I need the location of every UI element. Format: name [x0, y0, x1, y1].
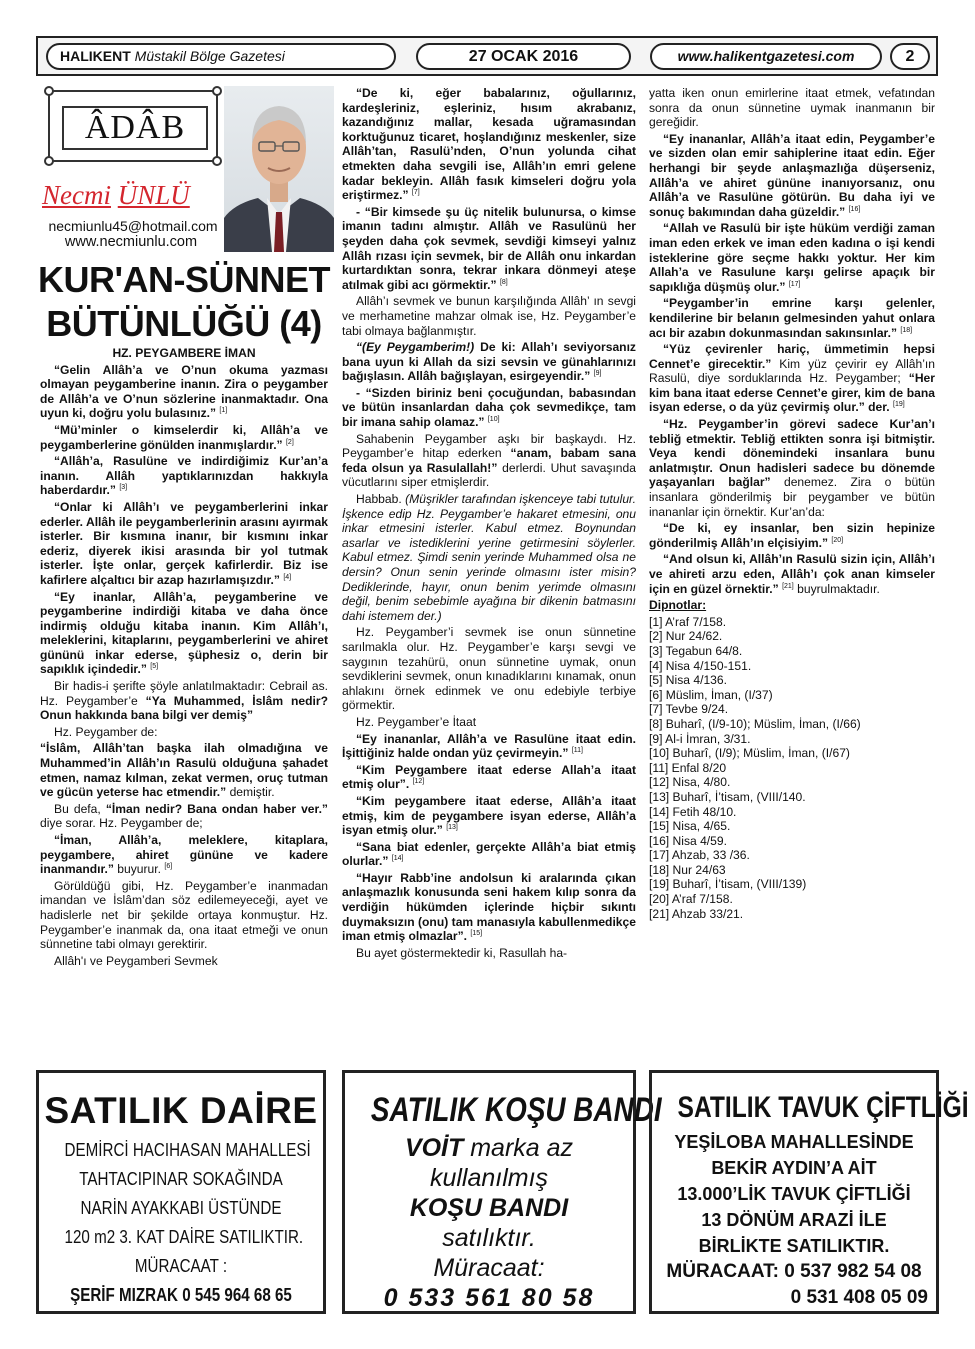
footnote-ref: [12]: [412, 778, 425, 786]
footnote-item: [19] Buharî, İ’tisam, (VIII/139): [649, 877, 807, 892]
text-run: yatta iken onun emirlerine itaat etmek, vefatından sonra da onun sünnetine uymak inanmanın bir gereğidir.: [649, 86, 935, 130]
footnote-ref: [15]: [470, 930, 483, 938]
text-run: “Sana biat edenler, gerçekte Allâh’a biat etmiş olurlar.”: [342, 839, 636, 869]
section-scroll-banner: [48, 90, 218, 162]
text-run: Hz. Peygamber de:: [54, 724, 158, 739]
ad-line: 13 DÖNÜM ARAZİ İLE: [701, 1210, 887, 1230]
ad-apartment-for-sale: [36, 1070, 326, 1314]
paragraph: [40, 423, 328, 452]
footnote-ref: [10]: [487, 416, 500, 424]
issue-date: 27 OCAK 2016: [416, 43, 631, 70]
paragraph: [342, 386, 636, 430]
text-run: Bir hadis-i şerifte şöyle anlatılmaktadır: Cebrail as. Hz. Peygamber’e: [40, 679, 328, 708]
footnote-item: [13] Buharî, İ’tisam, (VIII/140.: [649, 789, 806, 804]
footnote-item: [9] Al-i İmran, 3/31.: [649, 731, 751, 746]
footnote-item: [14] Fetih 48/10.: [649, 804, 737, 819]
text-run: “Peygamber’in emrine karşı gelenler, kendilerine bir belanın gelmesinden yahut onlara acı bir azabın dokunmasından sakınsınlar.”: [649, 296, 935, 340]
paragraph: [649, 521, 935, 550]
ad-headline: SATILIK KOŞU BANDI: [370, 1091, 662, 1129]
text-run: Allâh'ı ve Peygamberi Sevmek: [54, 953, 218, 968]
ad-line: [345, 1133, 633, 1163]
ad-headline: SATILIK TAVUK ÇİFTLİĞİ: [677, 1091, 969, 1124]
text-run: “İman, Allâh’a, meleklere, kitaplara, peygambere, ahiret gününe ve kadere inanmandır.”: [40, 833, 328, 877]
footnotes-list: [649, 615, 935, 921]
footnote-item: [10] Buharî, (I/9); Müslim, İman, (I/67): [649, 746, 850, 761]
footnote-ref: [21]: [782, 582, 794, 590]
paragraph: [40, 741, 328, 799]
page-header: [36, 36, 938, 76]
paragraph: [342, 794, 636, 838]
paragraph: [649, 132, 935, 220]
footnote-ref: [17]: [788, 280, 801, 288]
text-run: - “Sizden biriniz beni çocuğundan, babasından ve bütün insanlardan daha çok sevmedikçe, tam bir imana sahip olamaz.”: [342, 385, 636, 430]
subheading: HZ. PEYGAMBERE İMAN: [112, 346, 256, 360]
footnote-item: [12] Nisa, 4/80.: [649, 775, 731, 790]
website-link[interactable]: www.halikentgazetesi.com: [650, 43, 882, 70]
ad-line: BEKİR AYDIN’A AİT: [711, 1158, 877, 1178]
text-run: “Mü’minler o kimselerdir ki, Allâh’a ve peygamberlerine gönülden inanmışlardır.”: [40, 422, 328, 452]
text-run: Kim yüz çevirir ey Allâh’ın Rasulü, diye sorduklarında Hz. Peygamber;: [649, 356, 935, 386]
paper-name-rest: Müstakil Bölge Gazetesi: [134, 48, 285, 64]
footnote-item: [8] Buharî, (I/9-10); Müslim, İman, (I/66): [649, 716, 861, 731]
footnote-ref: [1]: [219, 407, 228, 415]
text-run: Bu defa,: [54, 801, 101, 816]
paragraph: [649, 86, 935, 130]
text-run: Habbab.: [356, 492, 402, 507]
footnote-item: [2] Nur 24/62.: [649, 629, 723, 644]
paragraph: [40, 725, 328, 740]
text-run: “And olsun ki, Allâh’ın Rasulü sizin için, Allâh’ı ve ahireti arzu eden, Allâh’ı çok anan kimseler için en güzel örnektir.”: [649, 552, 935, 596]
text-run: “Hayır Rabb’ine andolsun ki aralarında çıkan anlaşmazlık konusunda seni hakem kılıp sonra da verdiğin hükümden içlerinde hiçbir sıkıntı duymaksızın (onu) tam manasıyla kabullenmedikçe iman etmiş olmazlar”.: [342, 870, 636, 944]
text-run: “Kim Peygambere itaat ederse Allah’a itaat etmiş olur”.: [342, 762, 636, 792]
text-run: “(Ey Peygamberim!): [356, 340, 475, 355]
paragraph: [40, 363, 328, 421]
text-run: “Hz. Peygamber’in görevi sadece Kur’an’ı tebliğ etmektir. Tebliğ ettikten sonra işi bitmiştir. Veya kendi dönemindeki insanlara bunu anlatmıştır. Onun hadisleri sadece bu dönemde yaşayanları bağlar”: [649, 417, 935, 490]
ad-line: satılıktır.: [442, 1224, 536, 1252]
footnote-item: [15] Nisa, 4/65.: [649, 819, 731, 834]
footnote-ref: [8]: [499, 278, 508, 286]
footnote-ref: [13]: [446, 824, 458, 832]
paragraph: [342, 715, 636, 730]
scroll-curl-icon: [44, 156, 54, 166]
paragraph: [342, 492, 636, 623]
paragraph: [342, 86, 636, 203]
ad-line: TAHTACIPINAR SOKAĞINDA: [79, 1168, 283, 1189]
paragraph: [40, 879, 328, 952]
paragraph: [40, 500, 328, 588]
ad-line: MÜRACAAT :: [134, 1255, 228, 1276]
footnote-ref: [7]: [411, 189, 420, 197]
text-run: Hz. Peygamber’i sevmek ise onun sünnetine sarılmakla olur. Hz. Peygamber’e karşı sevgi ve saygının tezahürü, onun sünnetine uymak, onun sevdiklerini sevmek, onun kınadıklarını kınamak, onun ahlakını örnek edinmek ve onu edebiyle terbiye görmektir.: [342, 625, 636, 713]
footnote-ref: [4]: [283, 573, 292, 581]
text-run: (Müşrikler tarafından işkenceye tabi tutulur. İşkence edip Hz. Peygamber’e hakaret etmesini, onu inkar etmesini isterler. Kabul etmez. Boynundan asarlar ve istediklerini yerine getirmesini söylerler. Kabul etmez. Şimdi senin yerinde Muhammed olsa ne dersin? Onun senin yerinde olmasını ister misin? Dediklerinde, hayır, onun benim yerimde olmasını değil, benim sebebimle ayağına bir dikenin batmasını dahi istemem der.): [342, 492, 636, 623]
ad-line: NARİN AYAKKABI ÜSTÜNDE: [80, 1197, 282, 1218]
paragraph: [40, 802, 328, 831]
footnote-ref: [11]: [571, 747, 583, 755]
footnote-ref: [16]: [848, 205, 861, 213]
footnote-item: [5] Nisa 4/136.: [649, 673, 727, 688]
paragraph: [342, 871, 636, 944]
text-run: “İslâm, Allâh’tan başka ilah olmadığına ve Muhammed’in Allâh’ın Rasulü olduğuna şahadet etmen, namaz kılman, zekat vermen, oruç tutman ve gücün yeterse hac etmendir.”: [40, 741, 328, 800]
text-run: Allâh’ı sevmek ve bunun karşılığında Allâh’ ın sevgi ve merhametine mahzar olmak ise, Hz. Peygamber’e tabi olmaya bağlanmıştır.: [342, 294, 636, 338]
text-run: buyurur.: [117, 862, 161, 877]
paper-name-bold: HALIKENT: [60, 48, 131, 64]
scroll-curl-icon: [212, 86, 222, 96]
footnote-item: [11] Enfal 8/20: [649, 760, 727, 775]
paragraph: [342, 732, 636, 761]
ad-line: DEMİRCİ HACIHASAN MAHALLESİ: [64, 1139, 311, 1160]
ad-line: YEŞİLOBA MAHALLESİNDE: [674, 1132, 914, 1152]
paragraph: [649, 296, 935, 340]
footnote-item: [6] Müslim, İman, (I/37): [649, 687, 773, 702]
text-run: diye sorar. Hz. Peygamber de;: [40, 816, 203, 831]
text-run: Bu ayet göstermektedir ki, Rasullah ha-: [356, 945, 568, 960]
ad-line: 120 m2 3. KAT DAİRE SATILIKTIR.: [64, 1226, 304, 1247]
ad-line: 13.000’LİK TAVUK ÇİFTLİĞİ: [677, 1184, 911, 1204]
ad-chicken-farm-for-sale: [649, 1070, 969, 1314]
page-number: 2: [890, 43, 930, 70]
footnote-item: [18] Nur 24/63: [649, 862, 726, 877]
paragraph: [649, 552, 935, 596]
author-website[interactable]: www.necmiunlu.com: [64, 234, 198, 250]
footnote-ref: [18]: [900, 326, 913, 334]
paragraph: [40, 954, 328, 969]
text-run: “İman nedir? Bana ondan haber ver.”: [105, 801, 328, 816]
footnote-ref: [20]: [831, 536, 844, 544]
footnote-item: [1] A’raf 7/158.: [649, 614, 727, 629]
author-first-name: Necmi: [42, 180, 111, 210]
text-run: “De ki, ey insanlar, ben sizin hepinize gönderilmiş Allâh’ın elçisiyim.”: [649, 521, 935, 550]
article-title: [36, 258, 332, 346]
text-run: - “Bir kimsede şu üç nitelik bulunursa, o kimse imanın tadını almıştır. Allâh ve Rasulünü her şeyden daha çok sevmek, sevdiği kimseyi yalnız Allâh rızası için sevmek, bir de Allâh onu inkardan kurtardıktan sonra, tekrar inkara dönmeyi ateşe atılmak gibi acı görmektir.”: [342, 204, 636, 292]
paragraph: [342, 625, 636, 713]
paragraph: [649, 342, 935, 415]
ad-contact-second: 0 531 408 05 09: [790, 1287, 928, 1308]
ad-line: BİRLİKTE SATILIKTIR.: [698, 1236, 890, 1256]
author-photo: [224, 86, 334, 252]
section-name: ÂDÂB: [62, 106, 208, 150]
footnote-ref: [2]: [285, 438, 294, 446]
article-title-line: BÜTÜNLÜĞÜ (4): [46, 303, 322, 344]
ad-contact: ŞERİF MIZRAK 0 545 964 68 65: [70, 1284, 292, 1305]
footnotes-heading: Dipnotlar:: [649, 598, 707, 613]
footnote-item: [17] Ahzab, 33 /36.: [649, 848, 750, 863]
paragraph: [342, 294, 636, 338]
article-column-1: [40, 346, 328, 970]
text-run: “De ki, eğer babalarınız, oğullarınız, kardeşleriniz, eşleriniz, hısım akrabanız, kazandığınız mallar, kesada uğramasından korktuğunuz ticaret, hoşlandığınız meskenler, size Allâh’tan, Rasulü’nden, O’nun yolunda cihat etmekten daha sevgili ise, Allâh’ın emri gelene kadar bekleyin. Allâh fasık kimseleri doğru yola eriştirmez.”: [342, 86, 636, 203]
text-run: “Allah ve Rasulü bir işte hüküm verdiği zaman iman eden erkek ve iman eden kadına o işi kendi isteklerine göre seçme hakkı yoktur. Her kim Allah’a ve Rasulune karşı gelirse apaçık bir sapıklığa düşmüş olur.”: [649, 221, 935, 294]
paragraph: [40, 454, 328, 498]
text-run: “anam, babam sana feda olsun ya Rasulallah!”: [342, 446, 636, 475]
paragraph: [342, 946, 636, 961]
ad-treadmill-for-sale: [342, 1070, 662, 1314]
text-run: buyrulmaktadır.: [797, 581, 880, 596]
text-run: “Gelin Allâh’a ve O’nun okuma yazması olmayan peygamberine inanın. Zira o peygamber de Allâh’a ve O’nun sözlerine inanmaktadır. Ona uyun ki, doğru yolu bulasınız.”: [40, 362, 328, 421]
footnote-item: [20] A’raf 7/158.: [649, 892, 733, 907]
text-run: “Kim peygambere itaat ederse, Allâh’a itaat etmiş, kim de peygambere isyan ederse, Allâh’a isyan etmiş olur.”: [342, 793, 636, 838]
paragraph: [342, 840, 636, 869]
text-run: “Her kim bana itaat ederse Cennet’e girer, kim de bana isyan ederse, o da yüz çevirmiş olur.” der.: [649, 371, 935, 415]
article-column-3: [649, 86, 935, 921]
paragraph: [342, 432, 636, 490]
footnote-ref: [5]: [150, 663, 159, 671]
text-run: De ki: Allah’ı seviyorsanız bana uyun ki Allah da sizi sevsin ve günahlarınızı bağışlasın. Allâh bağışlayan, esirgeyendir.”: [342, 340, 636, 384]
text-run: Görüldüğü gibi, Hz. Peygamber’e inanmadan imandan ve İslâm’dan söz edilemeyeceği, ayet ve hadislerle net bir şekilde ortaya konmuştur. Hz. Peygamber’e inanmak da, ona itaat etmeği ve onun sünnetine tabi olmayı gerektirir.: [40, 878, 328, 952]
text-run: Hz. Peygamber’e İtaat: [356, 714, 477, 729]
ad-line: KOŞU BANDI: [409, 1194, 569, 1222]
ad-line-text: marka az: [470, 1134, 574, 1162]
text-run: denemez. Zira o bütün insanlara gönderilmiş bir peygamber ve bütün inananlar için örnektir. Kur’an’da:: [649, 475, 935, 519]
text-run: demiştir.: [229, 785, 275, 800]
paragraph: [40, 833, 328, 877]
text-run: Sahabenin Peygamber aşkı bir başkaydı. Hz. Peygamber’e hitap ederken: [342, 431, 636, 461]
article-title-line: KUR'AN-SÜNNET: [37, 259, 331, 300]
paragraph: [342, 205, 636, 293]
paragraph: [649, 221, 935, 294]
scroll-curl-icon: [212, 156, 222, 166]
newspaper-name: [46, 43, 396, 70]
author-name: [42, 180, 224, 211]
footnote-item: [16] Nisa 4/59.: [649, 833, 727, 848]
footnote-item: [4] Nisa 4/150-151.: [649, 658, 752, 673]
footnote-item: [21] Ahzab 33/21.: [649, 906, 744, 921]
text-run: “Yüz çevirenler hariç, ümmetimin hepsi Cennet’e girecektir.”: [649, 342, 935, 371]
text-run: “Ey inananlar, Allâh’a itaat edin, Peygamber’e ve sizden olan emir sahiplerine itaat edin. Eğer herhangi bir şeyde anlaşmazlığa düşerseniz, Allâh’a ve ahiret gününe inanıyorsanız, onu Allâh’a ve Rasulüne götürün. Bu daha iyi ve sonuç bakımından daha güzeldir.”: [649, 131, 935, 219]
ad-brand: VOİT: [404, 1134, 464, 1162]
ad-contact: MÜRACAAT: 0 537 982 54 08: [666, 1261, 922, 1282]
footnote-item: [7] Tevbe 9/24.: [649, 702, 729, 717]
paragraph: [40, 590, 328, 678]
text-run: “Allâh’a, Rasulüne ve indirdiğimiz Kur’an’a inanın. Allâh yaptıklarınızdan hakkıyla haberdardır.”: [40, 454, 328, 498]
author-email[interactable]: necmiunlu45@hotmail.com: [48, 218, 218, 234]
author-last-name: ÜNLÜ: [117, 180, 190, 210]
ad-line: kullanılmış: [429, 1164, 549, 1192]
text-run: derlerdi. Uhut savaşında vücutlarını siper etmişlerdir.: [342, 460, 636, 490]
footnote-ref: [3]: [119, 484, 128, 492]
ad-contact: 0 533 561 80 58: [383, 1284, 595, 1312]
footnote-ref: [14]: [391, 855, 404, 863]
text-run: “Onlar ki Allâh’ı ve peygamberlerini inkar ederler. Allâh ile peygamberlerinin arasını ayırmak isterler. Bir kısmına inanır, bir kısmını inkar ederiz, diyerek ikisi arasında bir yol tutmak isterler. İşte onlar, gerçek kafirlerdir. Biz ise kafirlere alçaltıcı bir azap hazırlamışızdır.”: [40, 499, 328, 587]
paragraph: [649, 417, 935, 519]
text-run: “Ya Muhammed, İslâm nedir? Onun hakkında bana bilgi ver demiş”: [40, 693, 328, 723]
ad-headline: SATILIK DAİRE: [44, 1090, 318, 1131]
text-run: “Ey inanlar, Allâh’a, peygamberine ve peygamberine indirdiği kitaba ve daha önce indirmiş olduğu kitaba inanın. Kim Allâh’ı, meleklerini, kitaplarını, peygamberlerini ve ahiret gününü inkar ederse, şüphesiz o, derin bir sapıklık içindedir.”: [40, 589, 328, 677]
text-run: “Ey inananlar, Allâh’a ve Rasulüne itaat edin. İşittiğiniz halde ondan yüz çevirmeyin.”: [342, 731, 636, 761]
footnote-item: [3] Tegabun 64/8.: [649, 643, 743, 658]
paragraph: [342, 763, 636, 792]
paragraph: [342, 340, 636, 384]
footnote-ref: [19]: [893, 401, 905, 409]
footnote-ref: [6]: [164, 863, 173, 871]
footnote-ref: [9]: [593, 370, 602, 378]
article-column-2: [342, 86, 636, 962]
paragraph: [40, 679, 328, 723]
ad-line: Müracaat:: [433, 1254, 545, 1282]
scroll-curl-icon: [44, 86, 54, 96]
